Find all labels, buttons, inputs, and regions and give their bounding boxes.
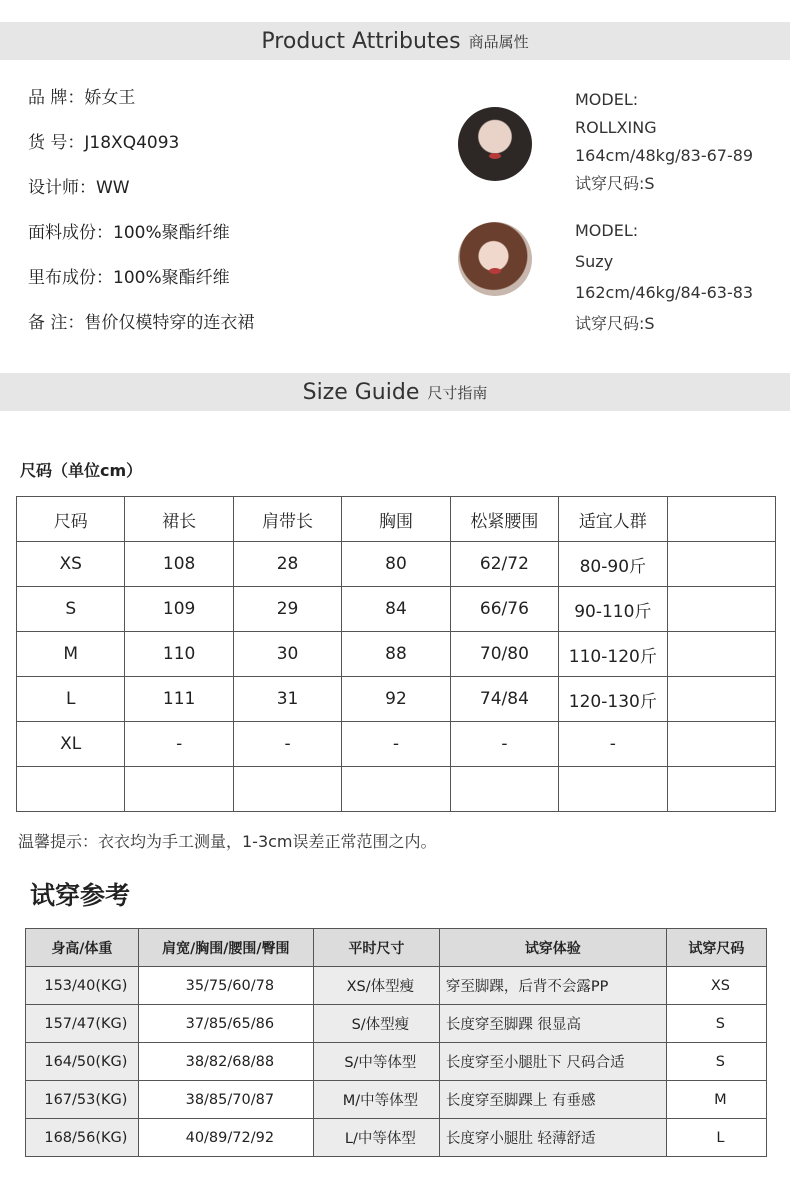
table-cell: L: [666, 1119, 766, 1157]
model-stats: 162cm/46kg/84-63-83: [575, 283, 754, 302]
column-header: 身高/体重: [26, 929, 139, 967]
table-cell: 92: [342, 677, 450, 722]
table-cell: 37/85/65/86: [138, 1005, 313, 1043]
table-cell: M: [17, 632, 125, 677]
table-row: [17, 677, 776, 722]
table-cell: S: [666, 1043, 766, 1081]
table-cell: 108: [125, 542, 233, 587]
table-row: [26, 1081, 767, 1119]
table-cell: 穿至脚踝，后背不会露PP: [439, 967, 666, 1005]
table-cell: [667, 632, 775, 677]
model-label: MODEL:: [575, 221, 639, 240]
attr-fabric: 面料成份：100%聚酯纤维: [28, 223, 230, 243]
table-cell: 80-90斤: [559, 542, 667, 587]
table-cell: 111: [125, 677, 233, 722]
attribute-list: [28, 86, 254, 356]
fit-reference-table: [25, 928, 767, 1157]
fit-reference-title: 试穿参考: [30, 881, 131, 910]
table-cell: [233, 767, 341, 812]
table-cell: 110: [125, 632, 233, 677]
table-cell: 157/47(KG): [26, 1005, 139, 1043]
table-cell: XL: [17, 722, 125, 767]
table-cell: [342, 767, 450, 812]
table-cell: 80: [342, 542, 450, 587]
table-cell: 29: [233, 587, 341, 632]
column-header: 肩带长: [233, 497, 341, 542]
banner-title-en: Size Guide: [302, 379, 420, 405]
table-cell: 62/72: [450, 542, 558, 587]
table-cell: XS/体型瘦: [313, 967, 439, 1005]
table-cell: [17, 767, 125, 812]
table-cell: 167/53(KG): [26, 1081, 139, 1119]
model-info: [575, 86, 753, 198]
fit-table-header: [26, 929, 767, 967]
table-row: [26, 1043, 767, 1081]
table-cell: 164/50(KG): [26, 1043, 139, 1081]
table-cell: 38/82/68/88: [138, 1043, 313, 1081]
model-avatar: [458, 107, 532, 181]
table-cell: [450, 767, 558, 812]
table-cell: 31: [233, 677, 341, 722]
table-cell: XS: [666, 967, 766, 1005]
table-cell: -: [342, 722, 450, 767]
column-header: 肩宽/胸围/腰围/臀围: [138, 929, 313, 967]
table-cell: 长度穿至脚踝上 有垂感: [439, 1081, 666, 1119]
table-cell: L/中等体型: [313, 1119, 439, 1157]
table-row: [17, 632, 776, 677]
table-cell: 109: [125, 587, 233, 632]
table-cell: [667, 767, 775, 812]
table-cell: L: [17, 677, 125, 722]
table-cell: -: [559, 722, 667, 767]
table-cell: S/中等体型: [313, 1043, 439, 1081]
column-header: 试穿尺码: [666, 929, 766, 967]
table-cell: [125, 767, 233, 812]
measurement-tip: 温馨提示：衣衣均为手工测量，1-3cm误差正常范围之内。: [18, 832, 437, 851]
table-cell: 168/56(KG): [26, 1119, 139, 1157]
table-cell: XS: [17, 542, 125, 587]
attr-item-number: 货 号：J18XQ4093: [28, 133, 180, 153]
banner-title-cn: 尺寸指南: [427, 383, 488, 402]
table-cell: [667, 677, 775, 722]
table-cell: S: [17, 587, 125, 632]
table-cell: 30: [233, 632, 341, 677]
table-cell: 110-120斤: [559, 632, 667, 677]
table-cell: S: [666, 1005, 766, 1043]
table-cell: 153/40(KG): [26, 967, 139, 1005]
table-cell: 120-130斤: [559, 677, 667, 722]
table-cell: M: [666, 1081, 766, 1119]
table-cell: 84: [342, 587, 450, 632]
table-row: [17, 722, 776, 767]
table-cell: M/中等体型: [313, 1081, 439, 1119]
table-cell: [667, 542, 775, 587]
column-header: 试穿体验: [439, 929, 666, 967]
table-cell: [667, 722, 775, 767]
attr-designer: 设计师：WW: [28, 178, 130, 198]
table-cell: 35/75/60/78: [138, 967, 313, 1005]
table-cell: 38/85/70/87: [138, 1081, 313, 1119]
banner-title-en: Product Attributes: [261, 28, 461, 54]
model-info: [575, 215, 753, 339]
table-cell: 28: [233, 542, 341, 587]
table-cell: S/体型瘦: [313, 1005, 439, 1043]
size-table: [16, 496, 776, 812]
size-guide-banner: [0, 373, 790, 411]
table-cell: 90-110斤: [559, 587, 667, 632]
column-header: [667, 497, 775, 542]
table-cell: [559, 767, 667, 812]
banner-title-cn: 商品属性: [468, 32, 529, 51]
table-cell: -: [233, 722, 341, 767]
table-row: [17, 587, 776, 632]
model-avatar: [458, 222, 532, 296]
table-cell: 74/84: [450, 677, 558, 722]
attr-brand: 品 牌：娇女王: [28, 88, 136, 108]
table-row: [26, 1005, 767, 1043]
column-header: 胸围: [342, 497, 450, 542]
model-name: ROLLXING: [575, 118, 657, 137]
model-label: MODEL:: [575, 90, 639, 109]
table-row: [26, 1119, 767, 1157]
table-cell: 66/76: [450, 587, 558, 632]
table-row: [17, 542, 776, 587]
size-table-header: [17, 497, 776, 542]
column-header: 裙长: [125, 497, 233, 542]
table-cell: -: [450, 722, 558, 767]
table-cell: [667, 587, 775, 632]
column-header: 适宜人群: [559, 497, 667, 542]
model-fit-size: 试穿尺码:S: [575, 314, 655, 333]
model-name: Suzy: [575, 252, 614, 271]
attr-lining: 里布成份：100%聚酯纤维: [28, 268, 230, 288]
table-cell: 70/80: [450, 632, 558, 677]
column-header: 平时尺寸: [313, 929, 439, 967]
model-fit-size: 试穿尺码:S: [575, 174, 655, 193]
attr-note: 备 注：售价仅模特穿的连衣裙: [28, 313, 255, 333]
table-cell: 40/89/72/92: [138, 1119, 313, 1157]
table-cell: 长度穿小腿肚 轻薄舒适: [439, 1119, 666, 1157]
table-cell: -: [125, 722, 233, 767]
table-row: [26, 967, 767, 1005]
table-cell: 长度穿至脚踝 很显高: [439, 1005, 666, 1043]
column-header: 尺码: [17, 497, 125, 542]
product-attributes-banner: [0, 22, 790, 60]
table-cell: 长度穿至小腿肚下 尺码合适: [439, 1043, 666, 1081]
table-row: [17, 767, 776, 812]
size-table-label: 尺码（单位cm）: [20, 461, 143, 480]
column-header: 松紧腰围: [450, 497, 558, 542]
model-stats: 164cm/48kg/83-67-89: [575, 146, 754, 165]
table-cell: 88: [342, 632, 450, 677]
